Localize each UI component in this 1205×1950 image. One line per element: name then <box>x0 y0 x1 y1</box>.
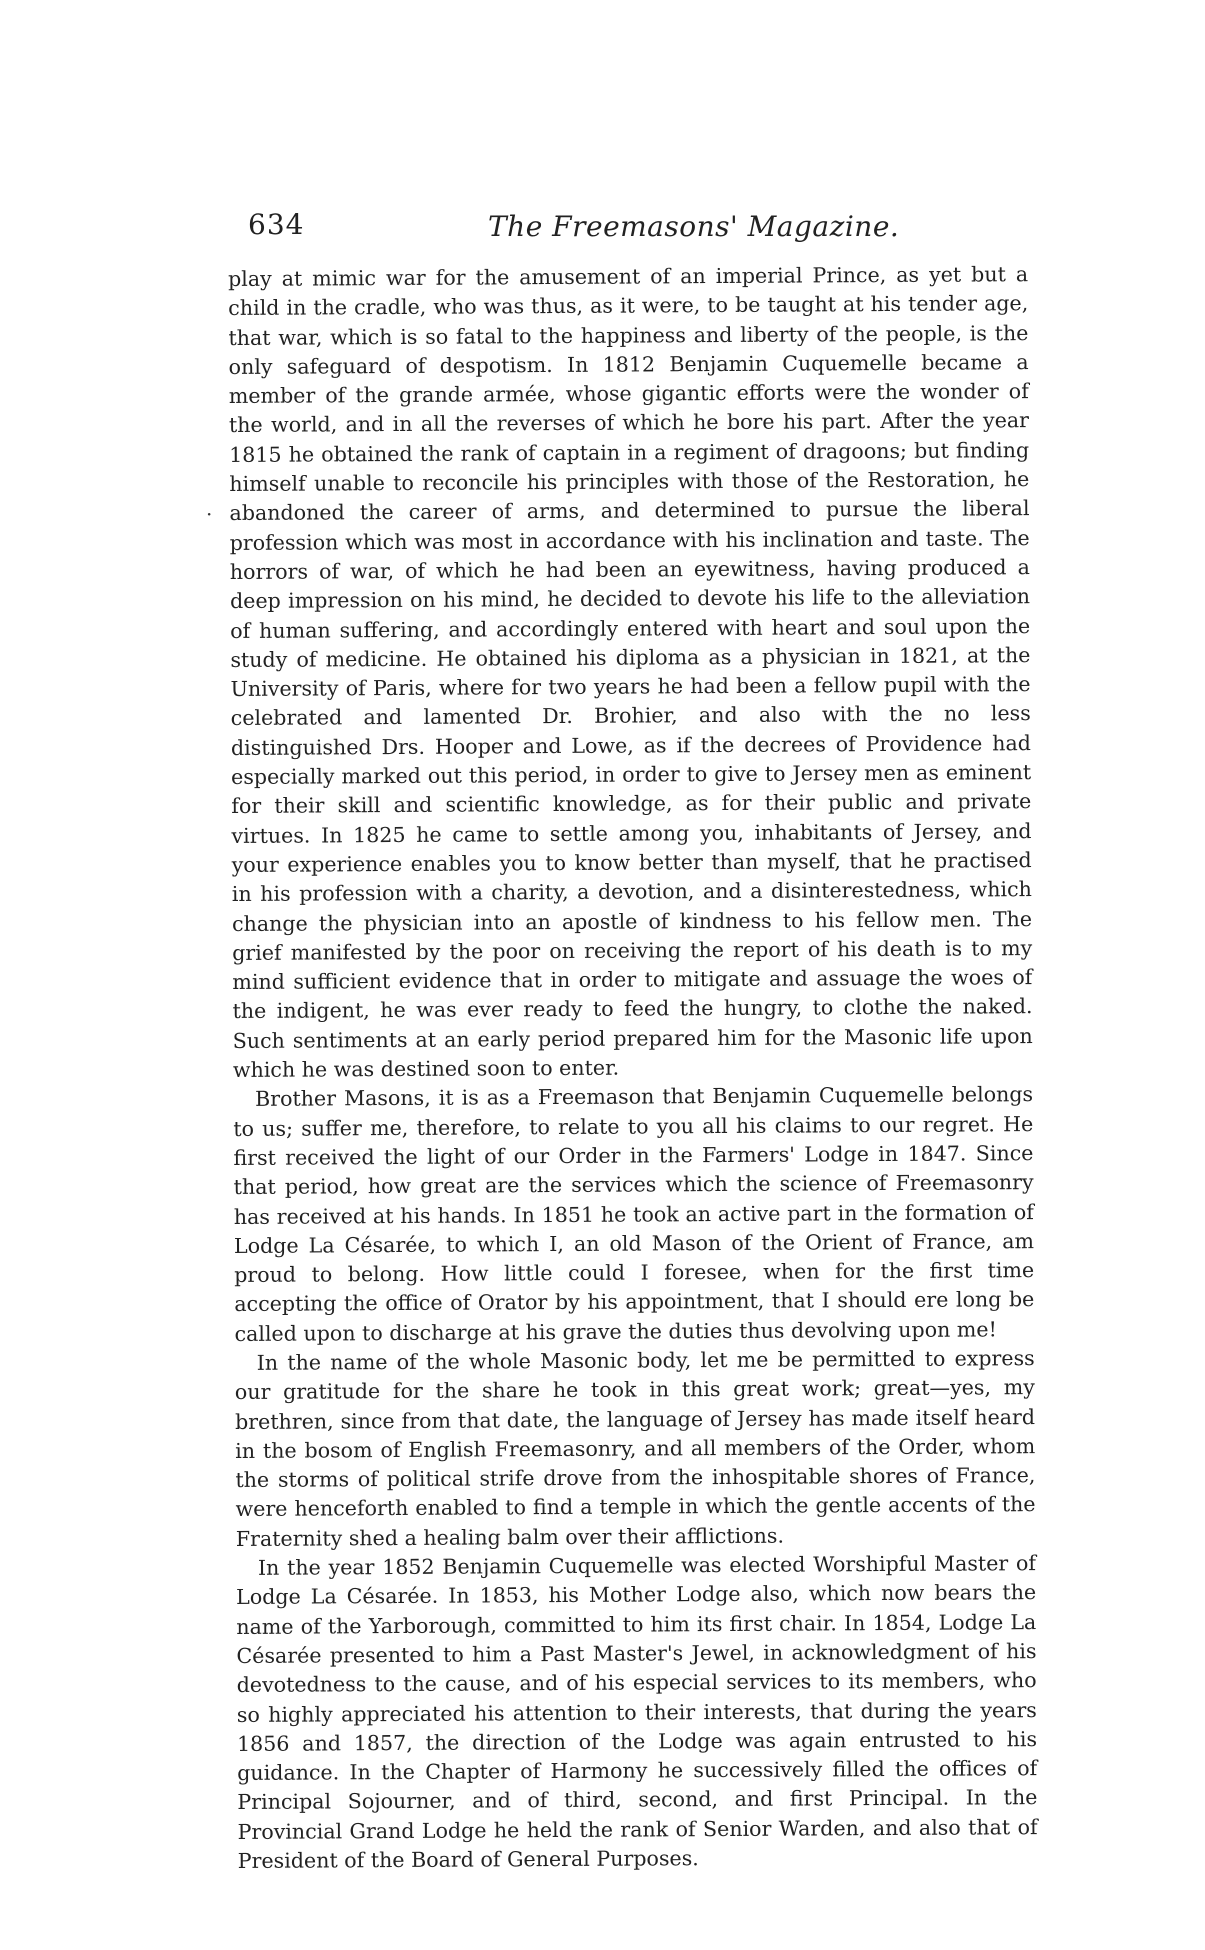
running-title: The Freemasons' Magazine. <box>488 210 900 243</box>
page-header <box>248 208 1038 248</box>
article-body <box>228 260 1038 1876</box>
page-number: 634 <box>248 208 305 241</box>
margin-mark: · <box>206 502 213 526</box>
paragraph: In the name of the whole Masonic body, let me be permitted to express our gratitude for the share he took in this great work; great—yes, my brethren, since from that date, the language of Jersey has made itself heard in the bosom of English Freemasonry, and all members of the Order, whom the storms of political strife drove from the inhospitable shores of France, were henceforth enabled to find a temple in which the gentle accents of the Fraternity shed a healing balm over their afflictions. <box>234 1346 1036 1551</box>
paragraph: In the year 1852 Benjamin Cuquemelle was elected Worshipful Master of Lodge La Césarée. In 1853, his Mother Lodge also, which now bears the name of the Yarborough, committed to him its first chair. In 1854, Lodge La Césarée presented to him a Past Master's Jewel, in acknowledgment of his devotedness to the cause, and of his especial services to its members, who so highly appreciated his attention to their interests, that during the years 1856 and 1857, the direction of the Lodge was again entrusted to his guidance. In the Chapter of Harmony he successively filled the offices of Principal Sojourner, and of third, second, and first Principal. In the Provincial Grand Lodge he held the rank of Senior Warden, and also that of President of the Board of General Purposes. <box>236 1551 1038 1874</box>
paragraph: Brother Masons, it is as a Freemason that Benjamin Cuquemelle belongs to us; suffer me, therefore, to relate to you all his claims to our regret. He first received the light of our Order in the Farmers' Lodge in 1847. Since that period, how great are the services which the science of Freemasonry has received at his hands. In 1851 he took an active part in the formation of Lodge La Césarée, to which I, an old Mason of the Orient of France, am proud to belong. How little could I foresee, when for the first time accepting the office of Orator by his appointment, that I should ere long be called upon to discharge at his grave the duties thus devolving upon me! <box>233 1082 1035 1346</box>
paragraph: play at mimic war for the amusement of an imperial Prince, as yet but a child in the cradle, who was thus, as it were, to be taught at his tender age, that war, which is so fatal to the happiness and liberty of the people, is the only safeguard of despotism. In 1812 Benjamin Cuquemelle became a member of the grande armée, whose gigantic efforts were the wonder of the world, and in all the reverses of which he bore his part. After the year 1815 he obtained the rank of captain in a regiment of dragoons; but finding himself unable to reconcile his principles with those of the Restoration, he abandoned the career of arms, and determined to pursue the liberal profession which was most in accordance with his inclination and taste. The horrors of war, of which he had been an eyewitness, having produced a deep impression on his mind, he decided to devote his life to the alleviation of human suffering, and accordingly entered with heart and soul upon the study of medicine. He obtained his diploma as a physician in 1821, at the University of Paris, where for two years he had been a fellow pupil with the celebrated and lamented Dr. Brohier, and also with the no less distinguished Drs. Hooper and Lowe, as if the decrees of Providence had especially marked out this period, in order to give to Jersey men as eminent for their skill and scientific knowledge, as for their public and private virtues. In 1825 he came to settle among you, inhabitants of Jersey, and your experience enables you to know better than myself, that he practised in his profession with a charity, a devotion, and a disinterestedness, which change the physician into an apostle of kindness to his fellow men. The grief manifested by the poor on receiving the report of his death is to my mind sufficient evidence that in order to mitigate and assuage the woes of the indigent, he was ever ready to feed the hungry, to clothe the naked. Such sentiments at an early period prepared him for the Masonic life upon which he was destined soon to enter. <box>228 262 1033 1083</box>
